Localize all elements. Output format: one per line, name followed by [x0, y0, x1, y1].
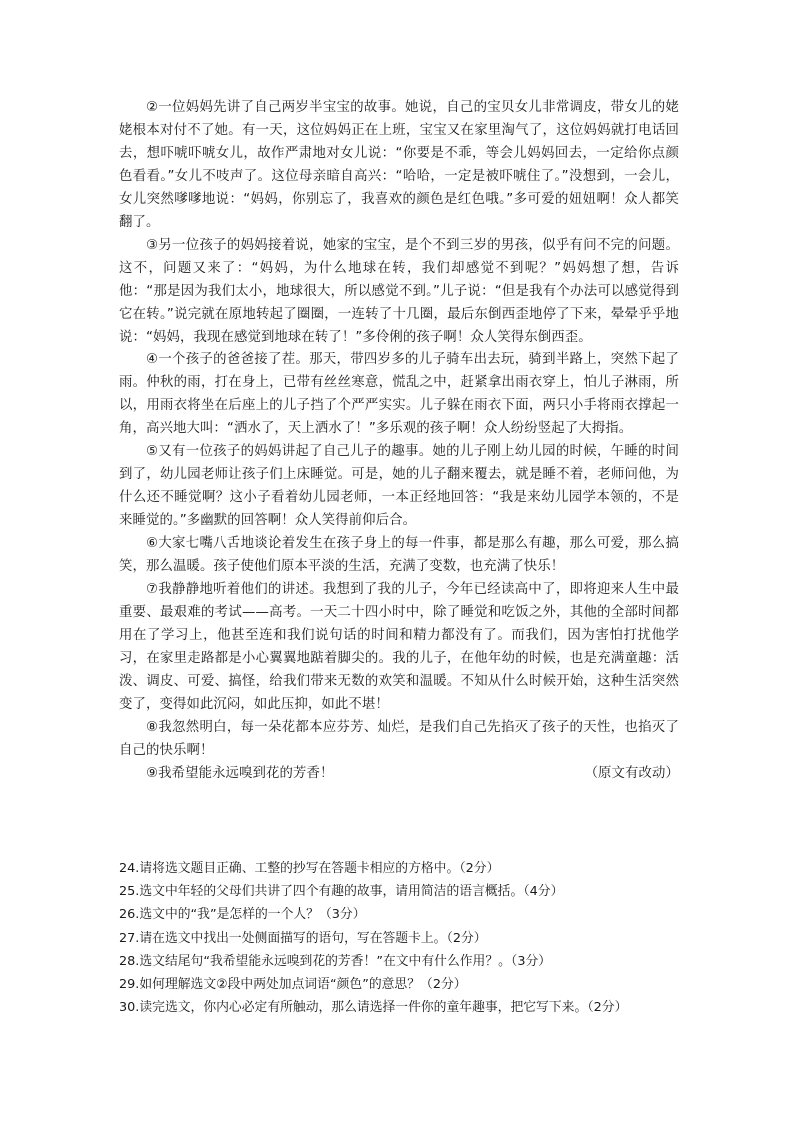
question-28: 28.选文结尾句“我希望能永远嗅到花的芳香！”在文中有什么作用？。（3分）	[119, 953, 552, 969]
question-29: 29.如何理解选文②段中两处加点词语“颜色”的意思？（2分）	[119, 977, 467, 993]
paragraph-3: ③另一位孩子的妈妈接着说，她家的宝宝，是个不到三岁的男孩，似乎有问不完的问题。这不，问题又来了：“妈妈，为什么地球在转，我们却感觉不到呢？”妈妈想了想，告诉他：“那是因为我们太小，地球很大，所以感觉不到。”儿子说：“但是我有个办法可以感觉得到它在转。”说完就在原地转起了圈圈，一连转了十几圈，最后东倒西歪地停了下来，晕晕乎乎地说：“妈妈，我现在感觉到地球在转了！”多伶俐的孩子啊！众人笑得东倒西歪。	[119, 237, 679, 345]
question-27: 27.请在选文中找出一处侧面描写的语句，写在答题卡上。（2分）	[119, 930, 487, 946]
closing-sentence: ⑨我希望能永远嗅到花的芳香！	[146, 765, 334, 781]
paragraph-8: ⑧我忽然明白，每一朵花都本应芬芳、灿烂，是我们自己先掐灭了孩子的天性，也掐灭了自己的快乐啊！	[119, 719, 679, 758]
paragraph-9	[119, 763, 679, 786]
question-30: 30.读完选文，你内心必定有所触动，那么请选择一件你的童年趣事，把它写下来。（2分）	[119, 1000, 628, 1016]
paragraph-4: ④一个孩子的爸爸接了茬。那天，带四岁多的儿子骑车出去玩，骑到半路上，突然下起了雨。仲秋的雨，打在身上，已带有丝丝寒意，慌乱之中，赶紧拿出雨衣穿上，怕儿子淋雨，所以，用雨衣将坐在后座上的儿子挡了个严严实实。儿子躲在雨衣下面，两只小手将雨衣撑起一角，高兴地大叫：“洒水了，天上洒水了！”多乐观的孩子啊！众人纷纷竖起了大拇指。	[119, 352, 679, 437]
paragraph-7: ⑦我静静地听着他们的讲述。我想到了我的儿子，今年已经读高中了，即将迎来人生中最重要、最艰难的考试——高考。一天二十四小时中，除了睡觉和吃饭之外，其他的全部时间都用在了学习上，他甚至连和我们说句话的时间和精力都没有了。而我们，因为害怕打扰他学习，在家里走路都是小心翼翼地踮着脚尖的。我的儿子，在他年幼的时候，也是充满童趣：活泼、调皮、可爱、搞怪，给我们带来无数的欢笑和温暖。不知从什么时候开始，这种生活突然变了，变得如此沉闷，如此压抑，如此不堪！	[119, 582, 679, 712]
source-note: （原文有改动）	[584, 765, 679, 781]
paragraph-6: ⑥大家七嘴八舌地谈论着发生在孩子身上的每一件事，都是那么有趣，那么可爱，那么搞笑，那么温暖。孩子使他们原本平淡的生活，充满了变数，也充满了快乐！	[119, 536, 679, 575]
paragraph-2: ②一位妈妈先讲了自己两岁半宝宝的故事。她说，自己的宝贝女儿非常调皮，带女儿的姥姥根本对付不了她。有一天，这位妈妈正在上班，宝宝又在家里淘气了，这位妈妈就打电话回去，想吓唬吓唬女儿，故作严肃地对女儿说：“你要是不乖，等会儿妈妈回去，一定给你点颜色看看。”女儿不吱声了。这位母亲暗自高兴：“哈哈，一定是被吓唬住了。”没想到，一会儿，女儿突然嗲嗲地说：“妈妈，你别忘了，我喜欢的颜色是红色哦。”多可爱的妞妞啊！众人都笑翻了。	[119, 100, 679, 230]
question-24: 24.请将选文题目正确、工整的抄写在答题卡相应的方格中。（2分）	[119, 861, 500, 876]
reading-passage	[119, 97, 679, 786]
paragraph-5: ⑤又有一位孩子的妈妈讲起了自己儿子的趣事。她的儿子刚上幼儿园的时候，午睡的时间到了，幼儿园老师让孩子们上床睡觉。可是，她的儿子翻来覆去，就是睡不着，老师问他，为什么还不睡觉啊？这小子看着幼儿园老师，一本正经地回答：“我是来幼儿园学本领的，不是来睡觉的。”多幽默的回答啊！众人笑得前仰后合。	[119, 444, 679, 529]
question-25: 25.选文中年轻的父母们共讲了四个有趣的故事，请用简洁的语言概括。（4分）	[119, 884, 564, 900]
question-list	[119, 857, 689, 1019]
question-26: 26.选文中的“我”是怎样的一个人？（3分）	[119, 907, 366, 923]
